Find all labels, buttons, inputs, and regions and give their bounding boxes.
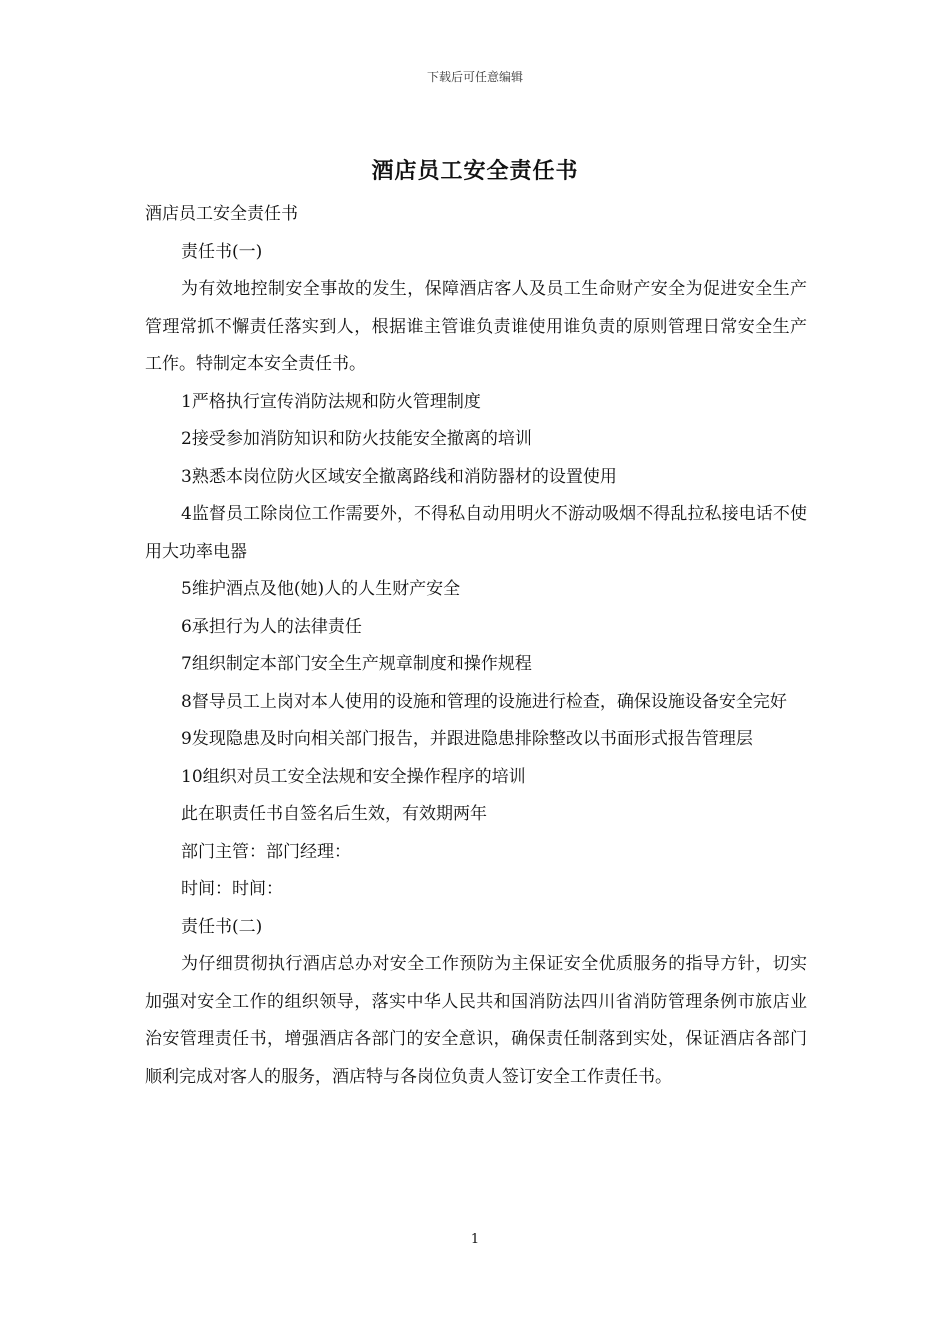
date-line: 时间：时间： <box>181 879 283 899</box>
list-item: 2接受参加消防知识和防火技能安全撤离的培训 <box>181 429 532 449</box>
paragraph: 为仔细贯彻执行酒店总办对安全工作预防为主保证安全优质服务的指导方针，切实加强对安全工作的组织领导，落实中华人民共和国消防法四川省消防管理条例市旅店业治安管理责任书，增强酒店各部门的安全意识，确保责任制落到实处，保证酒店各部门顺利完成对客人的服务，酒店特与各岗位负责人签订安全工作责任书。 <box>145 954 807 1087</box>
list-item: 10组织对员工安全法规和安全操作程序的培训 <box>181 766 526 787</box>
list-item: 1严格执行宣传消防法规和防火管理制度 <box>181 391 481 412</box>
signature-line: 部门主管：部门经理： <box>181 841 351 862</box>
document-body <box>145 196 807 1096</box>
paragraph: 为有效地控制安全事故的发生，保障酒店客人及员工生命财产安全为促进安全生产管理常抓不懈责任落实到人，根据谁主管谁负责谁使用谁负责的原则管理日常安全生产工作。特制定本安全责任书。 <box>145 279 807 374</box>
page-header: 下载后可任意编辑 <box>426 70 523 84</box>
validity-note: 此在职责任书自签名后生效，有效期两年 <box>181 804 487 824</box>
document-subtitle: 酒店员工安全责任书 <box>145 204 298 224</box>
document-title: 酒店员工安全责任书 <box>371 158 579 184</box>
page-number: 1 <box>470 1232 480 1247</box>
list-item: 8督导员工上岗对本人使用的设施和管理的设施进行检查，确保设施设备安全完好 <box>181 691 787 712</box>
section-heading: 责任书(二) <box>181 916 263 937</box>
list-item: 4监督员工除岗位工作需要外，不得私自动用明火不游动吸烟不得乱拉私接电话不使用大功率电器 <box>145 504 807 562</box>
section-heading: 责任书(一) <box>181 241 263 262</box>
list-item: 9发现隐患及时向相关部门报告，并跟进隐患排除整改以书面形式报告管理层 <box>181 729 753 749</box>
list-item: 5维护酒点及他(她)人的人生财产安全 <box>181 579 461 599</box>
list-item: 6承担行为人的法律责任 <box>181 616 362 637</box>
list-item: 3熟悉本岗位防火区域安全撤离路线和消防器材的设置使用 <box>181 466 617 487</box>
list-item: 7组织制定本部门安全生产规章制度和操作规程 <box>181 654 532 674</box>
